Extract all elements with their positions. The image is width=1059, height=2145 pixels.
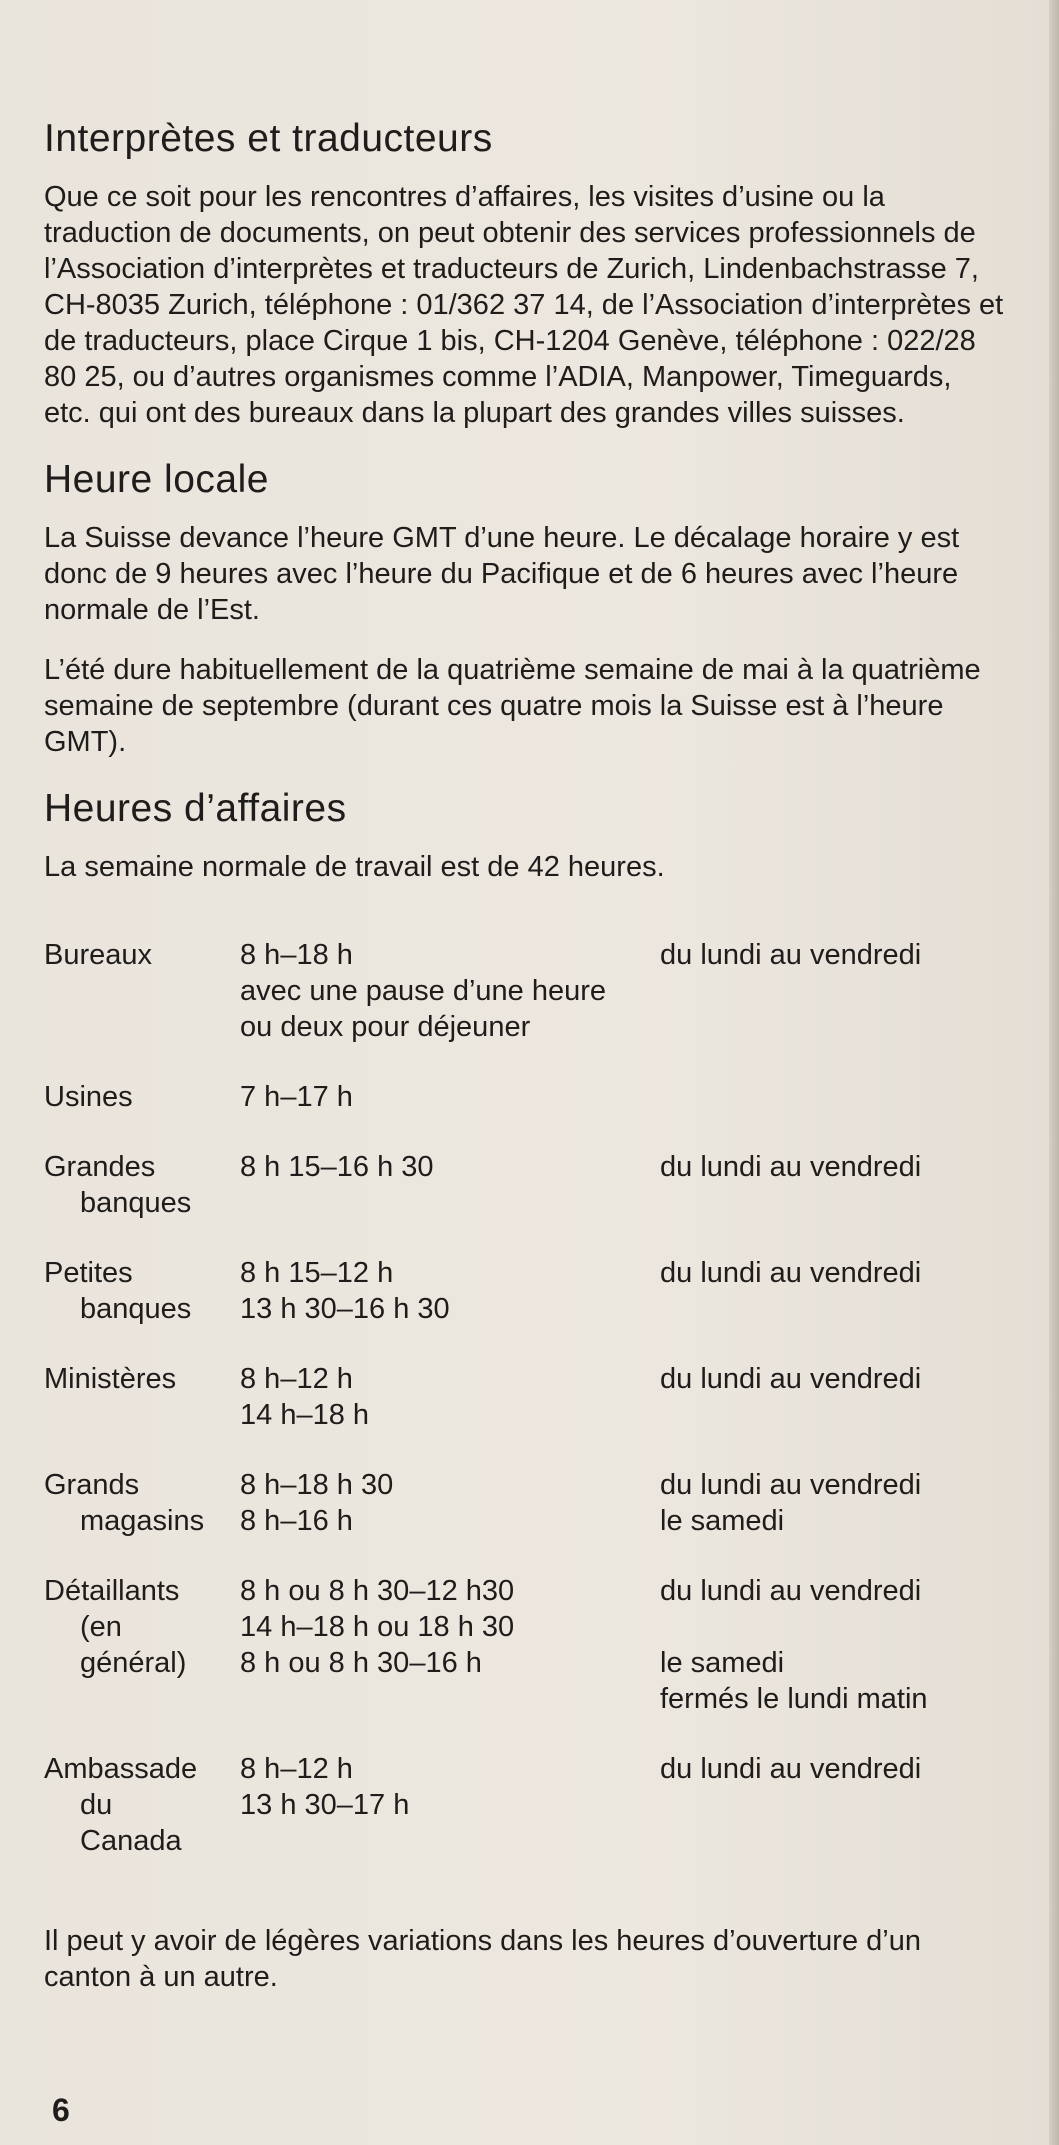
hours-time-line: 8 h–18 h 30 (240, 1468, 394, 1501)
hours-days-line: du lundi au vendredi (660, 1150, 922, 1183)
hours-cell-days (660, 1573, 1004, 1751)
section-heures-affaires (44, 788, 1004, 1995)
hours-time-line: 14 h–18 h (240, 1398, 370, 1431)
hours-time-line: 8 h 15–12 h (240, 1256, 394, 1289)
hours-table (44, 937, 1004, 1893)
hours-time-line: 7 h–17 h (240, 1080, 353, 1113)
hours-place-line: Canada (80, 1824, 182, 1857)
hours-cell-days (660, 1149, 1004, 1255)
hours-days-line: du lundi au vendredi (660, 1752, 922, 1785)
hours-time-line: 8 h ou 8 h 30–12 h30 (240, 1574, 515, 1607)
paragraph-variations: Il peut y avoir de légères variations dans les heures d’ouverture d’un canton à un autre. (44, 1924, 921, 1993)
hours-cell-place (44, 1149, 240, 1255)
hours-time-line: 8 h–12 h (240, 1362, 353, 1395)
heading-heure-locale: Heure locale (44, 457, 269, 501)
hours-place-line: Détaillants (44, 1574, 180, 1607)
section-interpretes (44, 118, 1004, 431)
hours-table-row (44, 1573, 1004, 1751)
hours-cell-days (660, 1751, 1004, 1893)
hours-time-line: 8 h–16 h (240, 1504, 353, 1537)
hours-table-body (44, 937, 1004, 1893)
hours-cell-place (44, 1255, 240, 1361)
hours-table-row (44, 1751, 1004, 1893)
hours-time-line: 8 h–12 h (240, 1752, 353, 1785)
hours-cell-time (240, 1467, 660, 1573)
hours-cell-time (240, 1361, 660, 1467)
hours-place-line: Grands (44, 1468, 140, 1501)
hours-time-line: 8 h ou 8 h 30–16 h (240, 1646, 482, 1679)
hours-cell-days (660, 1079, 1004, 1149)
page-edge (1049, 0, 1059, 2145)
hours-table-row (44, 937, 1004, 1079)
hours-cell-place (44, 1751, 240, 1893)
hours-table-row (44, 1149, 1004, 1255)
hours-time-line: avec une pause d’une heure (240, 974, 607, 1007)
hours-place-line: Usines (44, 1080, 133, 1113)
hours-cell-days (660, 1467, 1004, 1573)
section-heure-locale (44, 459, 1004, 760)
hours-place-line: Ambassade (44, 1752, 198, 1785)
hours-cell-days (660, 937, 1004, 1079)
hours-cell-time (240, 1255, 660, 1361)
hours-cell-time (240, 1149, 660, 1255)
hours-days-line (660, 1609, 1004, 1645)
paragraph-semaine: La semaine normale de travail est de 42 heures. (44, 850, 665, 883)
hours-time-line: 13 h 30–16 h 30 (240, 1292, 450, 1325)
hours-place-line: Bureaux (44, 938, 153, 971)
hours-time-line: 14 h–18 h ou 18 h 30 (240, 1610, 515, 1643)
hours-time-line: 8 h–18 h (240, 938, 353, 971)
hours-cell-time (240, 1573, 660, 1751)
hours-time-line: 13 h 30–17 h (240, 1788, 410, 1821)
heading-interpretes: Interprètes et traducteurs (44, 117, 493, 160)
heading-heures-affaires: Heures d’affaires (44, 786, 347, 830)
hours-cell-days (660, 1361, 1004, 1467)
hours-days-line: du lundi au vendredi (660, 938, 922, 971)
content (44, 118, 1004, 2023)
hours-time-line: ou deux pour déjeuner (240, 1010, 531, 1043)
hours-place-line: du (80, 1788, 113, 1821)
hours-place-line: Grandes (44, 1150, 156, 1183)
hours-cell-place (44, 1573, 240, 1751)
hours-cell-time (240, 1079, 660, 1149)
hours-place-line: Petites (44, 1256, 133, 1289)
hours-days-line: du lundi au vendredi (660, 1256, 922, 1289)
hours-days-line: du lundi au vendredi (660, 1468, 922, 1501)
hours-place-line: banques (80, 1292, 192, 1325)
hours-cell-time (240, 1751, 660, 1893)
hours-days-line: du lundi au vendredi (660, 1362, 922, 1395)
hours-cell-place (44, 937, 240, 1079)
paragraph-interpretes: Que ce soit pour les rencontres d’affaires, les visites d’usine ou la traduction de documents, on peut obtenir des services professionnels de l’Association d’interprètes et traducteurs de Zurich, Lindenbachstrasse 7, CH-8035 Zurich, téléphone : 01/362 37 14, de l’Association d’interprètes et de traducteurs, place Cirque 1 bis, CH-1204 Genève, téléphone : 022/28 80 25, ou d’autres organismes comme l’ADIA, Manpower, Timeguards, etc. qui ont des bureaux dans la plupart des grandes villes suisses. (44, 180, 1004, 429)
hours-cell-place (44, 1079, 240, 1149)
hours-days-line (660, 1079, 1004, 1115)
hours-days-line: fermés le lundi matin (660, 1682, 928, 1715)
paragraph-decalage: La Suisse devance l’heure GMT d’une heure. Le décalage horaire y est donc de 9 heures avec l’heure du Pacifique et de 6 heures avec l’heure normale de l’Est. (44, 521, 960, 626)
hours-table-row (44, 1467, 1004, 1573)
hours-place-line: magasins (80, 1504, 205, 1537)
hours-table-row (44, 1361, 1004, 1467)
hours-place-line: Ministères (44, 1362, 177, 1395)
hours-table-row (44, 1255, 1004, 1361)
hours-place-line: (en (80, 1610, 122, 1643)
hours-place-line: général) (80, 1646, 187, 1679)
hours-days-line: du lundi au vendredi (660, 1574, 922, 1607)
hours-cell-time (240, 937, 660, 1079)
paragraph-ete: L’été dure habituellement de la quatrième semaine de mai à la quatrième semaine de septembre (durant ces quatre mois la Suisse est à l’heure GMT). (44, 653, 981, 758)
page-number: 6 (52, 2092, 70, 2128)
hours-cell-days (660, 1255, 1004, 1361)
hours-table-row (44, 1079, 1004, 1149)
hours-cell-place (44, 1361, 240, 1467)
hours-cell-place (44, 1467, 240, 1573)
hours-place-line: banques (80, 1186, 192, 1219)
hours-time-line: 8 h 15–16 h 30 (240, 1150, 434, 1183)
hours-days-line: le samedi (660, 1504, 785, 1537)
hours-days-line: le samedi (660, 1646, 785, 1679)
